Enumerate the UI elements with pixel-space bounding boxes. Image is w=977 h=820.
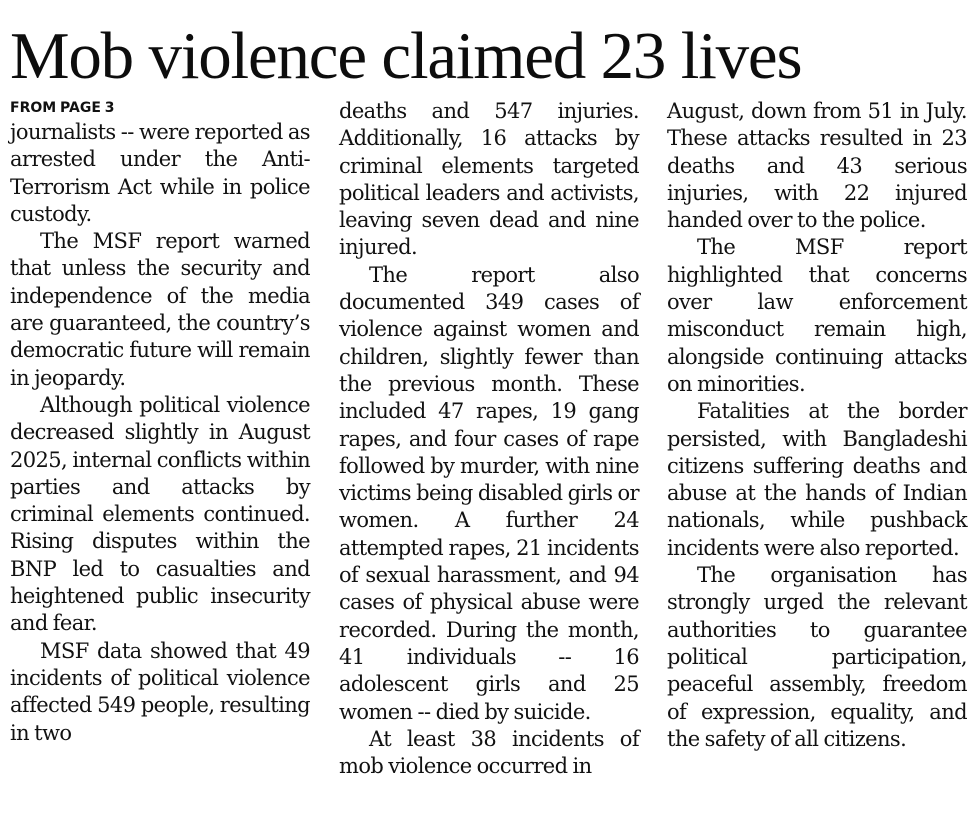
paragraph: Although political violence decreased slightly in August 2025, internal conflicts within parties and attacks by criminal elements continued. Rising disputes within the BNP led to casualties and heightened public insecurity and fear. xyxy=(10,392,310,636)
paragraph: deaths and 547 injuries. Additionally, 16 attacks by criminal elements targeted political leaders and activists, leaving seven dead and nine injured. xyxy=(339,99,639,260)
paragraph: The MSF report highlighted that concerns over law enforcement misconduct remain high, alongside continuing attacks on minorities. xyxy=(667,235,967,396)
paragraph: The organisation has strongly urged the relevant authorities to guarantee political participation, peaceful assembly, freedom of expression, equality, and the safety of all citizens. xyxy=(667,563,967,751)
paragraph: Fatalities at the border persisted, with Bangladeshi citizens suffering deaths and abuse at the hands of Indian nationals, while pushback incidents were also reported. xyxy=(667,399,967,560)
paragraph: At least 38 incidents of mob violence occurred in xyxy=(339,726,639,779)
paragraph: journalists -- were reported as arrested under the Anti-Terrorism Act while in police custody. xyxy=(10,120,310,226)
article-column-1 xyxy=(10,98,310,747)
paragraph: The MSF report warned that unless the security and independence of the media are guaranteed, the country’s democratic future will remain in jeopardy. xyxy=(10,229,310,390)
headline: Mob violence claimed 23 lives xyxy=(10,19,802,93)
article-column-3 xyxy=(667,98,967,753)
jump-kicker: FROM PAGE 3 xyxy=(10,100,115,116)
paragraph: MSF data showed that 49 incidents of political violence affected 549 people, resulting in two xyxy=(10,638,310,745)
paragraph: August, down from 51 in July. These attacks resulted in 23 deaths and 43 serious injuries, with 22 injured handed over to the police. xyxy=(667,99,967,233)
article-column-2 xyxy=(339,98,639,780)
paragraph: The report also documented 349 cases of violence against women and children, slightly fewer than the previous month. These included 47 rapes, 19 gang rapes, and four cases of rape followed by murder, with nine victims being disabled girls or women. A further 24 attempted rapes, 21 incidents of sexual harassment, and 94 cases of physical abuse were recorded. During the month, 41 individuals -- 16 adolescent girls and 25 women -- died by suicide. xyxy=(339,262,639,724)
